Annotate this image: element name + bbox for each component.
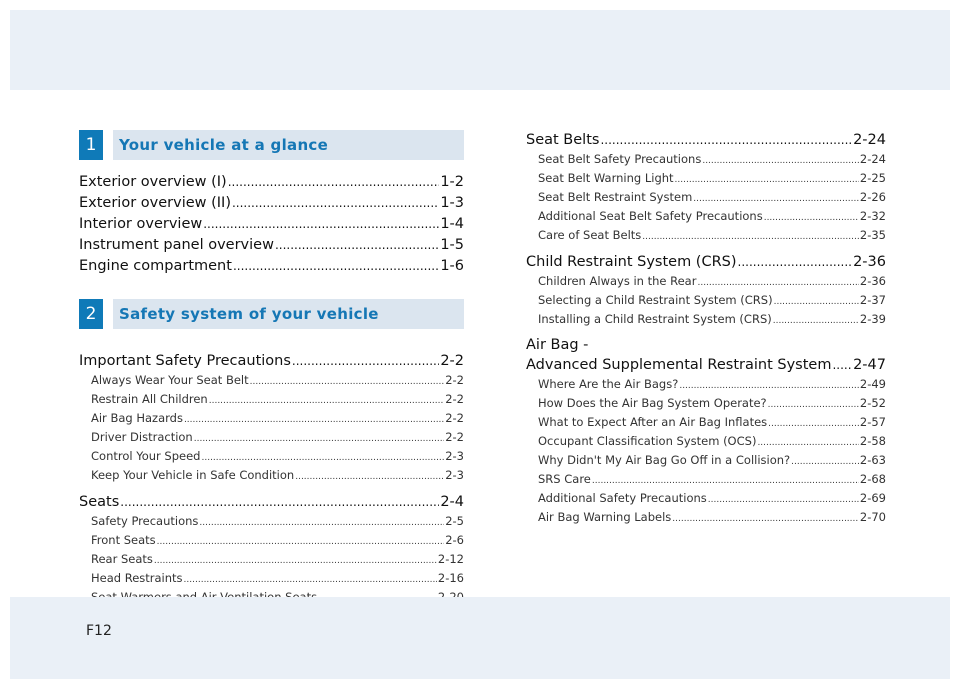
toc-entry[interactable]: Instrument panel overview ..... 1-5 bbox=[79, 235, 464, 256]
toc-subentry[interactable]: Care of Seat Belts ..... 2-35 bbox=[526, 227, 886, 246]
toc-subentry[interactable]: Where Are the Air Bags? ..... 2-49 bbox=[526, 376, 886, 395]
toc-subentry[interactable]: How Does the Air Bag System Operate? ..... 2-52 bbox=[526, 395, 886, 414]
left-column bbox=[79, 130, 464, 608]
toc-subentry[interactable]: Additional Safety Precautions ..... 2-69 bbox=[526, 490, 886, 509]
toc-subentry[interactable]: Driver Distraction ..... 2-2 bbox=[79, 429, 464, 448]
toc-entry[interactable]: Engine compartment ..... 1-6 bbox=[79, 256, 464, 277]
section-2-number: 2 bbox=[79, 299, 103, 329]
toc-subentry[interactable]: Keep Your Vehicle in Safe Condition ..... 2-3 bbox=[79, 467, 464, 486]
toc-subentry[interactable]: Installing a Child Restraint System (CRS) ..... 2-39 bbox=[526, 311, 886, 330]
toc-subentry[interactable]: Selecting a Child Restraint System (CRS) ..... 2-37 bbox=[526, 292, 886, 311]
section-2-header bbox=[79, 299, 464, 329]
toc-entry-title-line: Air Bag - bbox=[526, 337, 589, 353]
toc-subentry[interactable]: Additional Seat Belt Safety Precautions ..... 2-32 bbox=[526, 208, 886, 227]
toc-entry[interactable]: Child Restraint System (CRS) ..... 2-36 bbox=[526, 252, 886, 273]
toc-subentry[interactable]: Control Your Speed ..... 2-3 bbox=[79, 448, 464, 467]
toc-subentry[interactable]: Head Restraints ..... 2-16 bbox=[79, 570, 464, 589]
section-2-title: Safety system of your vehicle bbox=[113, 299, 464, 329]
toc-entry[interactable]: Advanced Supplemental Restraint System ..... 2-47 bbox=[526, 355, 886, 376]
toc-subentry[interactable]: Rear Seats ..... 2-12 bbox=[79, 551, 464, 570]
toc-subentry[interactable]: Safety Precautions ..... 2-5 bbox=[79, 513, 464, 532]
toc-subentry[interactable]: What to Expect After an Air Bag Inflates ..... 2-57 bbox=[526, 414, 886, 433]
toc-subentry[interactable]: Always Wear Your Seat Belt ..... 2-2 bbox=[79, 372, 464, 391]
toc-subentry[interactable]: Children Always in the Rear ..... 2-36 bbox=[526, 273, 886, 292]
toc-subentry[interactable]: Air Bag Hazards ..... 2-2 bbox=[79, 410, 464, 429]
toc-entry[interactable]: Seats ..... 2-4 bbox=[79, 492, 464, 513]
section-1-title: Your vehicle at a glance bbox=[113, 130, 464, 160]
toc-subentry[interactable]: Occupant Classification System (OCS) ..... 2-58 bbox=[526, 433, 886, 452]
toc-subentry[interactable]: Seat Belt Restraint System ..... 2-26 bbox=[526, 189, 886, 208]
toc-subentry[interactable]: Air Bag Warning Labels ..... 2-70 bbox=[526, 509, 886, 528]
toc-entry[interactable]: Exterior overview (II) ..... 1-3 bbox=[79, 193, 464, 214]
section-1-header bbox=[79, 130, 464, 160]
header-band bbox=[10, 10, 950, 90]
toc-entry[interactable]: Interior overview ..... 1-4 bbox=[79, 214, 464, 235]
toc-entry[interactable]: Important Safety Precautions ..... 2-2 bbox=[79, 351, 464, 372]
toc-subentry[interactable]: Front Seats ..... 2-6 bbox=[79, 532, 464, 551]
toc-subentry[interactable]: Seat Belt Safety Precautions ..... 2-24 bbox=[526, 151, 886, 170]
right-column bbox=[526, 130, 886, 528]
toc-subentry[interactable]: Why Didn't My Air Bag Go Off in a Collision? ..... 2-63 bbox=[526, 452, 886, 471]
page-number: F12 bbox=[86, 623, 112, 639]
toc-subentry[interactable]: Restrain All Children ..... 2-2 bbox=[79, 391, 464, 410]
section-1-number: 1 bbox=[79, 130, 103, 160]
toc-subentry[interactable]: Seat Belt Warning Light ..... 2-25 bbox=[526, 170, 886, 189]
footer-band bbox=[10, 597, 950, 679]
toc-entry[interactable]: Exterior overview (I) ..... 1-2 bbox=[79, 172, 464, 193]
toc-entry[interactable]: Seat Belts ..... 2-24 bbox=[526, 130, 886, 151]
toc-subentry[interactable]: SRS Care ..... 2-68 bbox=[526, 471, 886, 490]
